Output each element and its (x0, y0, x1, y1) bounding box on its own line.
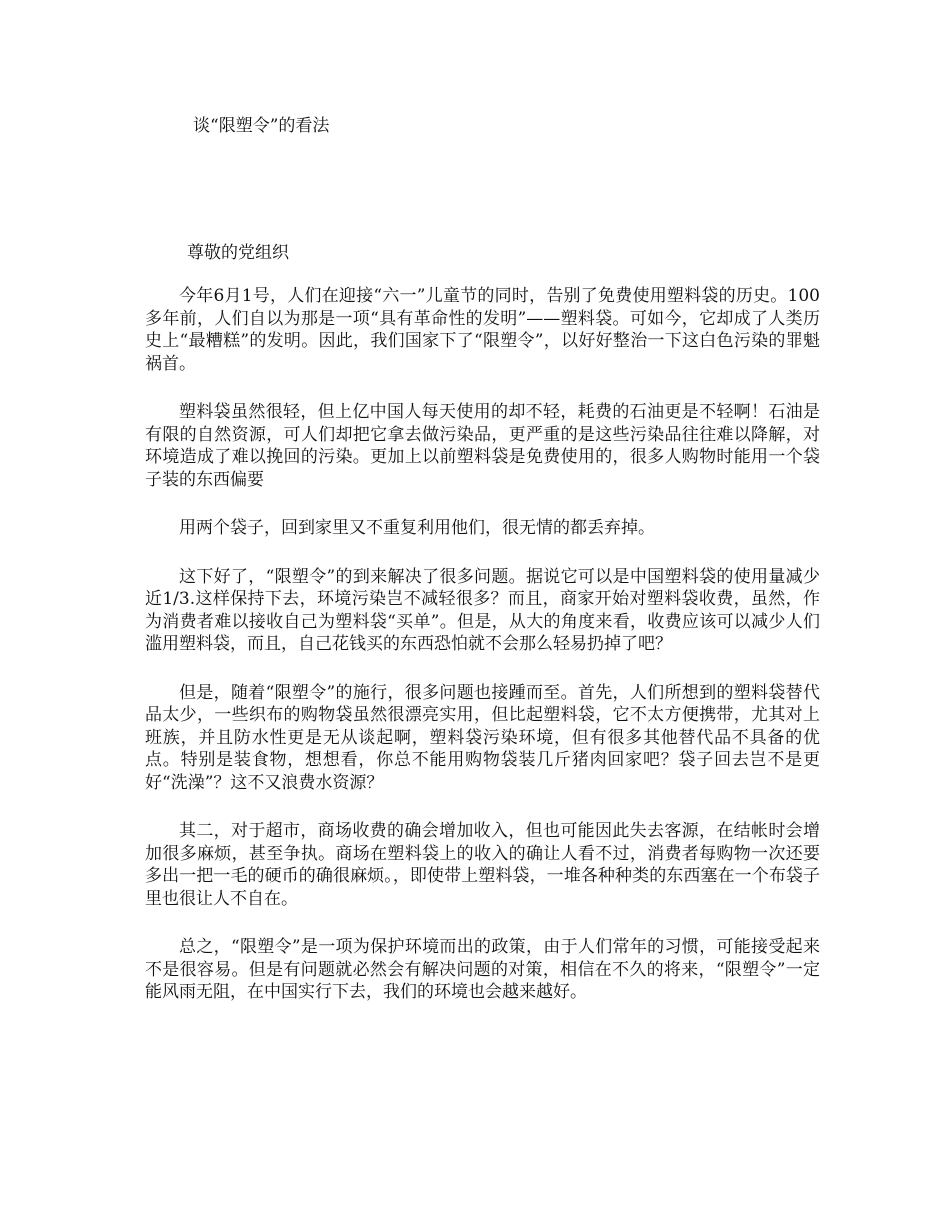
paragraph-3: 用两个袋子，回到家里又不重复利用他们，很无情的都丢弃掉。 (179, 518, 655, 538)
salutation: 尊敬的党组织 (187, 243, 289, 263)
paragraph-5: 但是，随着“限塑令”的施行，很多问题也接踵而至。首先，人们所想到的塑料袋替代品太少，一些织布的购物袋虽然很漂亮实用，但比起塑料袋，它不太方便携带，尤其对上班族，并且防水性更是无从谈起啊，塑料袋污染环境，但有很多其他替代品不具备的优点。特别是装食物，想想看，你总不能用购物袋装几斤猪肉回家吧？袋子回去岂不是更好“洗澡”？这不又浪费水资源？ (145, 682, 820, 793)
paragraph-6: 其二，对于超市，商场收费的确会增加收入，但也可能因此失去客源，在结帐时会增加很多麻烦，甚至争执。商场在塑料袋上的收入的确让人看不过，消费者每购物一次还要多出一把一毛的硬币的确很麻烦。，即使带上塑料袋，一堆各种种类的东西塞在一个布袋子里也很让人不自在。 (145, 821, 820, 909)
document-body (145, 285, 820, 1030)
paragraph-7: 总之，“限塑令”是一项为保护环境而出的政策，由于人们常年的习惯，可能接受起来不是很容易。但是有问题就必然会有解决问题的对策，相信在不久的将来，“限塑令”一定能风雨无阻，在中国实行下去，我们的环境也会越来越好。 (145, 937, 820, 1002)
document-title: 谈“限塑令”的看法 (193, 116, 330, 136)
paragraph-4: 这下好了，“限塑令”的到来解决了很多问题。据说它可以是中国塑料袋的使用量减少近1/3.这样保持下去，环境污染岂不减轻很多？而且，商家开始对塑料袋收费，虽然，作为消费者难以接收自己为塑料袋“买单”。但是，从大的角度来看，收费应该可以减少人们滥用塑料袋，而且，自己花钱买的东西恐怕就不会那么轻易扔掉了吧？ (145, 566, 820, 654)
paragraph-2: 塑料袋虽然很轻，但上亿中国人每天使用的却不轻，耗费的石油更是不轻啊！石油是有限的自然资源，可人们却把它拿去做污染品，更严重的是这些污染品往往难以降解，对环境造成了难以挽回的污染。更加上以前塑料袋是免费使用的，很多人购物时能用一个袋子装的东西偏要 (145, 402, 820, 490)
paragraph-1: 今年6月1号，人们在迎接“六一”儿童节的同时，告别了免费使用塑料袋的历史。100多年前，人们自以为那是一项“具有革命性的发明”——塑料袋。可如今，它却成了人类历史上“最糟糕”的发明。因此，我们国家下了“限塑令”，以好好整治一下这白色污染的罪魁祸首。 (145, 286, 820, 374)
